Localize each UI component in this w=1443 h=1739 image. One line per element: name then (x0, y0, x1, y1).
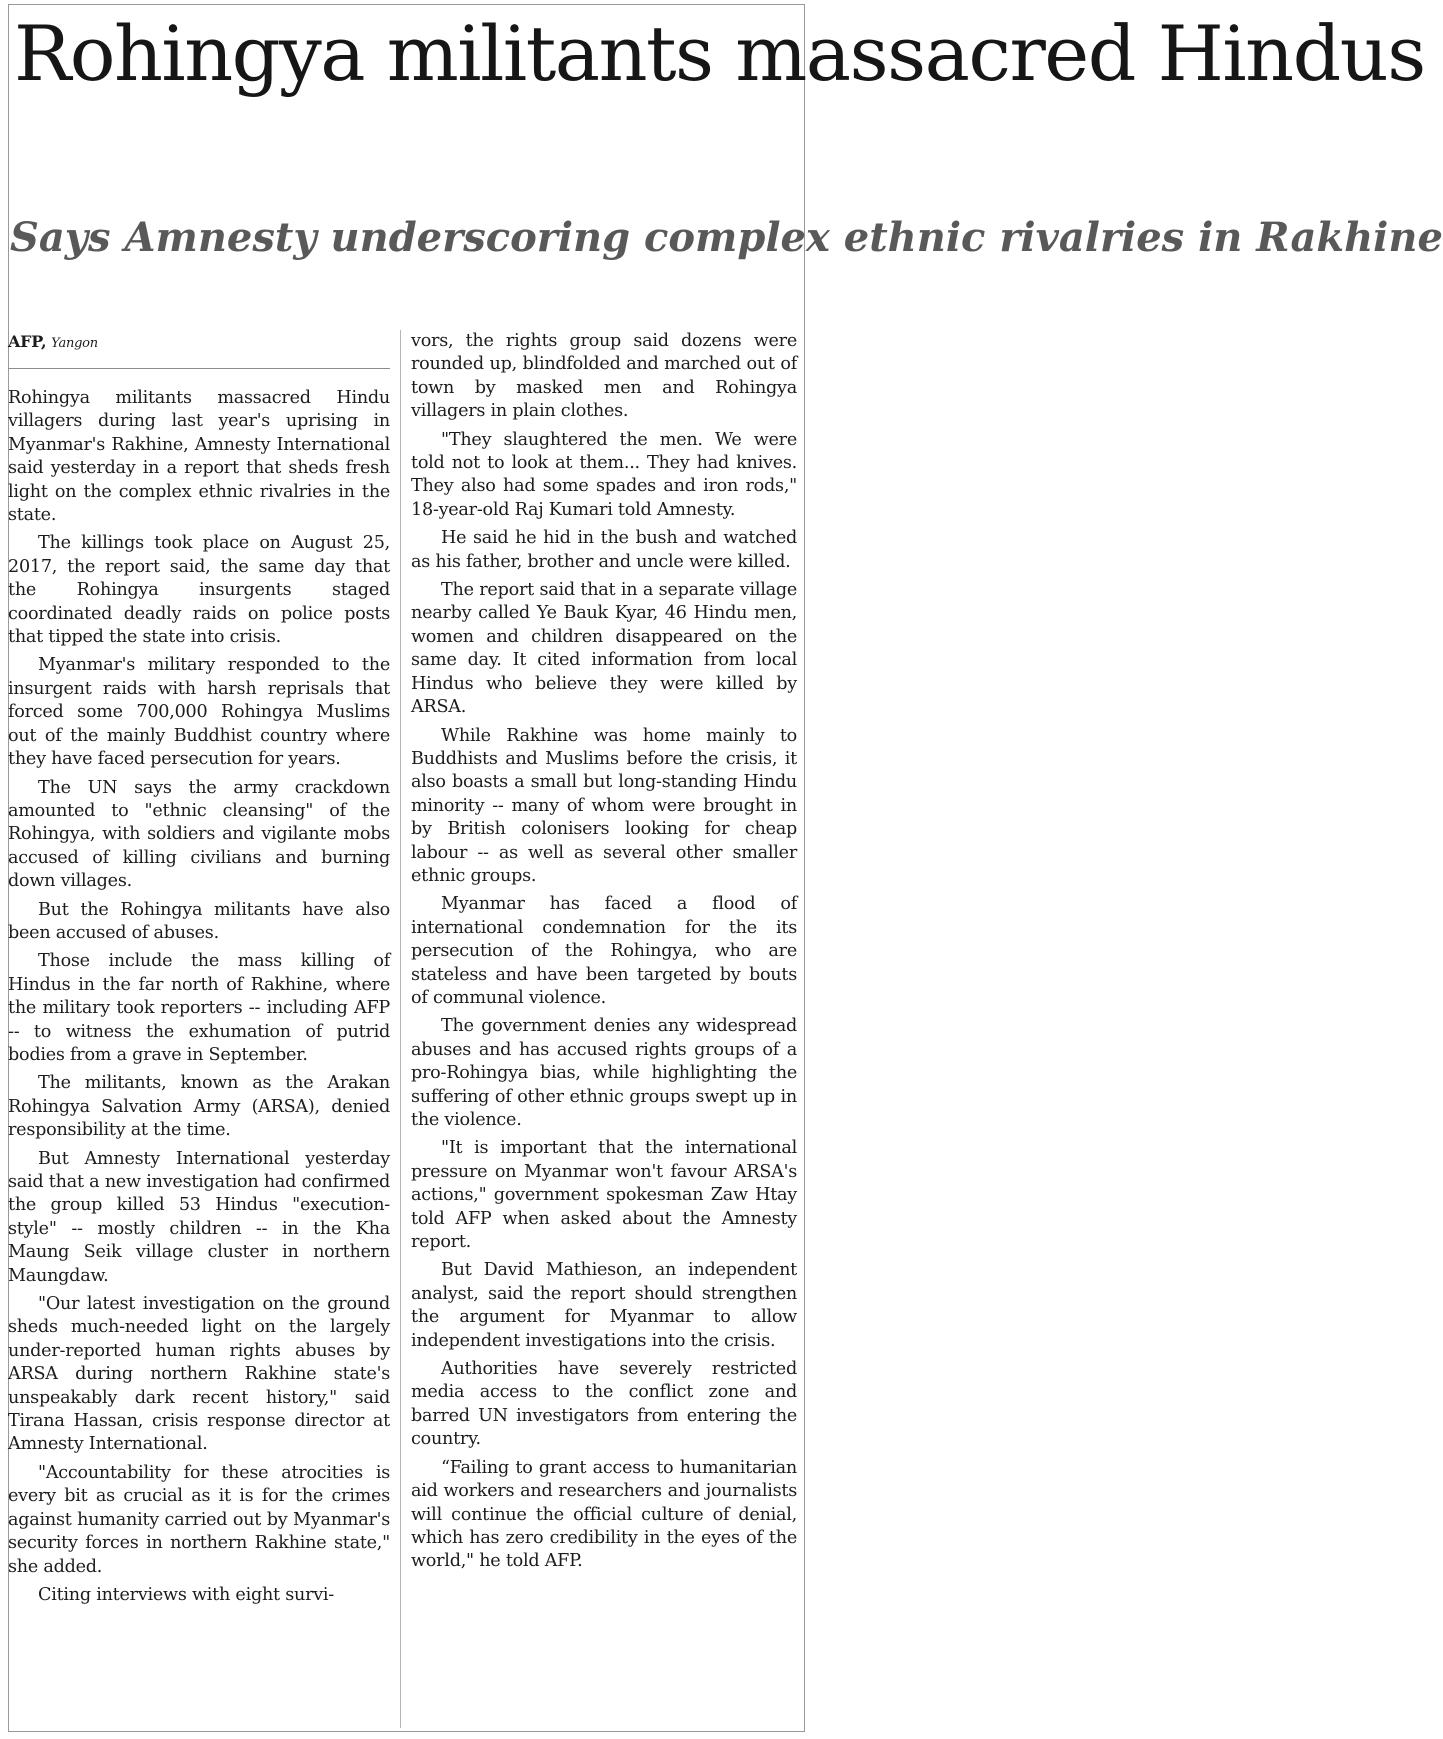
paragraph: But Amnesty International yesterday said that a new investigation had confirmed the group killed 53 Hindus "execution-style" -- mostly children -- in the Kha Maung Seik village cluster in northern Maungdaw. (8, 1148, 390, 1286)
byline-agency: AFP, (8, 332, 47, 351)
paragraph: "Accountability for these atrocities is every bit as crucial as it is for the crimes against humanity carried out by Myanmar's security forces in northern Rakhine state," she added. (8, 1462, 390, 1577)
subheadline: Says Amnesty underscoring complex ethnic rivalries in Rakhine (10, 214, 1443, 261)
byline-place: Yangon (51, 336, 98, 351)
paragraph: The militants, known as the Arakan Rohingya Salvation Army (ARSA), denied responsibility at the time. (8, 1073, 390, 1141)
paragraph: Those include the mass killing of Hindus in the far north of Rakhine, where the military took reporters -- including AFP -- to witness the exhumation of putrid bodies from a grave in September. (8, 951, 390, 1065)
paragraph: The UN says the army crackdown amounted to "ethnic cleansing" of the Rohingya, with soldiers and vigilante mobs accused of killing civilians and burning down villages. (8, 777, 390, 892)
paragraph: vors, the rights group said dozens were rounded up, blindfolded and marched out of town by masked men and Rohingya villagers in plain clothes. (411, 331, 797, 422)
paragraph: "They slaughtered the men. We were told not to look at them... They had knives. They also had some spades and iron rods," 18-year-old Raj Kumari told Amnesty. (411, 429, 797, 520)
paragraph: The report said that in a separate village nearby called Ye Bauk Kyar, 46 Hindu men, women and children disappeared on the same day. It cited information from local Hindus who believe they were killed by ARSA. (411, 580, 797, 718)
byline (8, 332, 390, 369)
headline: Rohingya militants massacred Hindus (14, 9, 1425, 98)
paragraph: But the Rohingya militants have also been accused of abuses. (8, 899, 390, 943)
paragraph: Myanmar's military responded to the insurgent raids with harsh reprisals that forced some 700,000 Rohingya Muslims out of the mainly Buddhist country where they have faced persecution for years. (8, 655, 390, 770)
left-column (8, 332, 390, 1612)
paragraph: Authorities have severely restricted media access to the conflict zone and barred UN investigators from entering the country. (411, 1359, 797, 1450)
paragraph: He said he hid in the bush and watched as his father, brother and uncle were killed. (411, 528, 797, 572)
paragraph: The killings took place on August 25, 2017, the report said, the same day that the Rohingya insurgents staged coordinated deadly raids on police posts that tipped the state into crisis. (8, 533, 390, 648)
paragraph: Myanmar has faced a flood of international condemnation for the its persecution of the Rohingya, who are stateless and have been targeted by bouts of communal violence. (411, 894, 797, 1008)
paragraph: “Failing to grant access to humanitarian aid workers and researchers and journalists will continue the official culture of denial, which has zero credibility in the eyes of the world," he told AFP. (411, 1457, 797, 1572)
paragraph: "Our latest investigation on the ground sheds much-needed light on the largely under-reported human rights abuses by ARSA during northern Rakhine state's unspeakably dark recent history," said Tirana Hassan, crisis response director at Amnesty International. (8, 1294, 390, 1455)
paragraph: Rohingya militants massacred Hindu villagers during last year's uprising in Myanmar's Rakhine, Amnesty International said yesterday in a report that sheds fresh light on the complex ethnic rivalries in the state. (8, 388, 390, 526)
paragraph: Citing interviews with eight survi- (38, 1584, 334, 1605)
paragraph: But David Mathieson, an independent analyst, said the report should strengthen the argument for Myanmar to allow independent investigations into the crisis. (411, 1260, 797, 1351)
paragraph: While Rakhine was home mainly to Buddhists and Muslims before the crisis, it also boasts a small but long-standing Hindu minority -- many of whom were brought in by British colonisers looking for cheap labour -- as well as several other smaller ethnic groups. (411, 725, 797, 886)
right-column (411, 330, 797, 1579)
paragraph: "It is important that the international pressure on Myanmar won't favour ARSA's actions," government spokesman Zaw Htay told AFP when asked about the Amnesty report. (411, 1138, 797, 1253)
column-divider (400, 330, 401, 1728)
paragraph: The government denies any widespread abuses and has accused rights groups of a pro-Rohingya bias, while highlighting the suffering of other ethnic groups swept up in the violence. (411, 1016, 797, 1130)
